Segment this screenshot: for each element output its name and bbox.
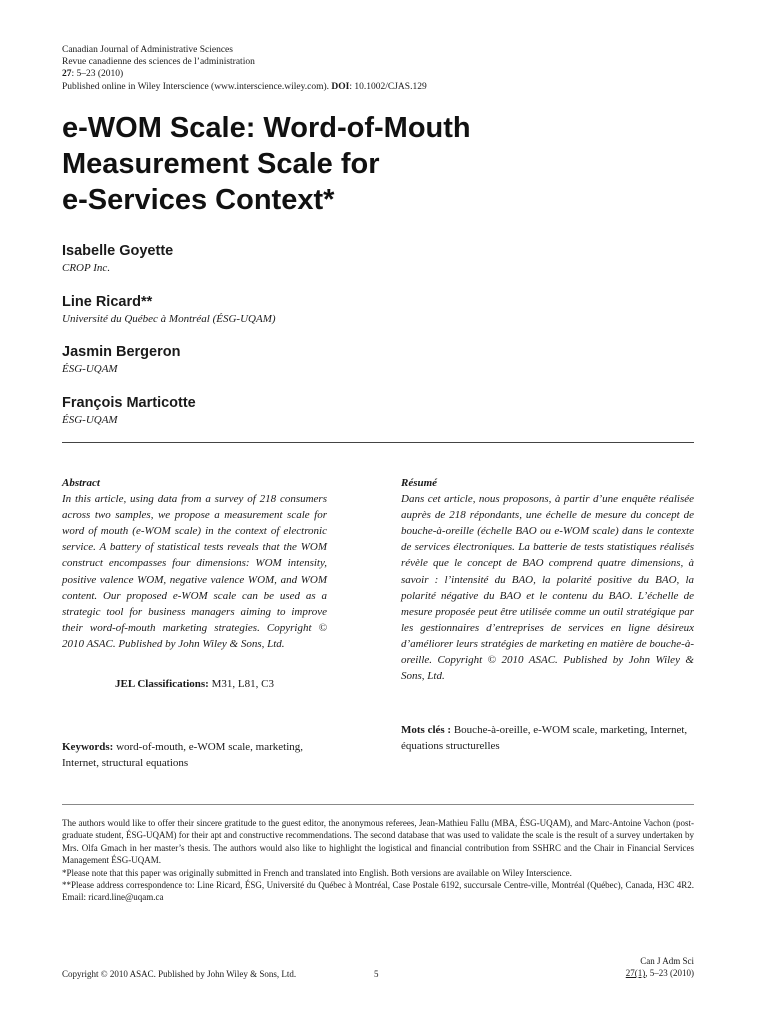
- citation: [626, 955, 694, 979]
- mots-cles: [401, 723, 694, 754]
- jel-value: M31, L81, C3: [208, 678, 274, 690]
- mots-cles-value: Bouche-à-oreille, e-WOM scale, marketing, Internet, équations structurelles: [401, 724, 688, 752]
- footnote-translation: *Please note that this paper was originally submitted in French and translated into English. Both versions are available on Wiley Interscience.: [62, 867, 572, 878]
- jel-label: JEL Classifications:: [115, 678, 209, 690]
- keywords: [62, 740, 337, 771]
- keywords-value: word-of-mouth, e-WOM scale, marketing, Internet, structural equations: [62, 741, 304, 769]
- acknowledgement: The authors would like to offer their sincere gratitude to the guest editor, the anonymous referees, Jean-Mathieu Fallu (MBA, ÉSG-UQAM), and Marc-Antoine Vachon (post-graduate student, ÉSG-UQAM) for their apt and constructive recommendations. The second database that was used to validate the scale is the result of a survey undertaken by Mrs. Olfa Gmach in her master’s thesis. The authors would also like to highlight the logistical and financial contribution from SSHRC and the Chair in Financial Services Management ÉSG-UQAM.: [62, 818, 694, 866]
- keywords-label: Keywords:: [62, 741, 114, 753]
- journal-name-en: Canadian Journal of Administrative Sciences: [62, 45, 233, 55]
- mots-cles-label: Mots clés :: [401, 724, 452, 736]
- author-4: [62, 394, 562, 427]
- citation-issue: [626, 967, 694, 979]
- author-1: [62, 242, 562, 275]
- header-divider: [62, 442, 694, 443]
- author-name: Jasmin Bergeron: [62, 344, 181, 360]
- journal-header: [62, 44, 582, 93]
- resume-section: [401, 475, 694, 684]
- doi-value: : 10.1002/CJAS.129: [349, 81, 427, 92]
- resume-heading: Résumé: [401, 477, 438, 489]
- footer-copyright: Copyright © 2010 ASAC. Published by John Wiley & Sons, Ltd.: [62, 969, 297, 979]
- footnote-correspondence: **Please address correspondence to: Line Ricard, ÉSG, Université du Québec à Montréal, Case Postale 6192, succursale Centre-ville, Montréal (Québec), Canada, H3C 4R2. Email: ricard.line@uqam.ca: [62, 880, 694, 903]
- title-line-2: Measurement Scale for: [62, 148, 380, 180]
- journal-volume: 27: [62, 69, 72, 80]
- page-number: 5: [374, 969, 379, 979]
- author-2: [62, 293, 562, 326]
- citation-volume-link[interactable]: 27(1): [625, 968, 646, 978]
- author-name: Line Ricard**: [62, 294, 153, 310]
- jel-classifications: [62, 677, 327, 692]
- journal-name-fr: Revue canadienne des sciences de l’administration: [62, 57, 255, 68]
- abstract-text: In this article, using data from a survey of 218 consumers across two samples, we propose a measurement scale for word of mouth (e-WOM scale) in the context of electronic service. A battery of statistical tests reveals that the WOM construct encompasses four dimensions: WOM intensity, positive valence WOM, negative valence WOM, and WOM content. Our proposed e-WOM scale can be used as a strategic tool for business managers aiming to improve their word-of-mouth marketing strategies. Copyright © 2010 ASAC. Published by John Wiley & Sons, Ltd.: [62, 493, 327, 650]
- author-name: Isabelle Goyette: [62, 243, 174, 259]
- title-line-1: e-WOM Scale: Word-of-Mouth: [62, 112, 471, 144]
- journal-pages-year: : 5–23 (2010): [71, 69, 124, 80]
- journal-volume-line: [62, 68, 582, 80]
- title-line-3: e-Services Context*: [62, 184, 335, 216]
- citation-pages: , 5–23 (2010): [645, 968, 694, 978]
- abstract-section: [62, 475, 327, 652]
- author-affiliation: CROP Inc.: [62, 262, 111, 274]
- paper-title: [62, 110, 662, 218]
- resume-text: Dans cet article, nous proposons, à partir d’une enquête réalisée auprès de 218 répondants, une échelle de mesure du concept de bouche-à-oreille (échelle BAO ou e-WOM scale) dans le contexte de services électroniques. La batterie de tests statistiques réalisés révèle que le concept de BAO comprend quatre dimensions, à savoir : l’intensité du BAO, la polarité positive du BAO, la polarité négative du BAO et le contenu du BAO. L’échelle de mesure proposée peut être utilisée comme un outil stratégique par les gestionnaires d’entreprises de services en ligne désireux d’améliorer leurs stratégies de marketing en matière de bouche-à-oreille. Copyright © 2010 ASAC. Published by John Wiley & Sons, Ltd.: [401, 493, 694, 683]
- author-affiliation: Université du Québec à Montréal (ÉSG-UQAM): [62, 313, 276, 325]
- journal-published: Published online in Wiley Interscience (www.interscience.wiley.com).: [62, 81, 332, 92]
- footnotes: [62, 817, 694, 904]
- author-3: [62, 343, 562, 376]
- author-affiliation: ÉSG-UQAM: [62, 363, 118, 375]
- footnote-divider: [62, 804, 694, 805]
- author-affiliation: ÉSG-UQAM: [62, 414, 118, 426]
- author-name: François Marticotte: [62, 395, 196, 411]
- doi-label: DOI: [331, 81, 350, 92]
- abstract-heading: Abstract: [62, 477, 100, 489]
- citation-journal: Can J Adm Sci: [640, 956, 694, 966]
- journal-published-line: [62, 81, 582, 93]
